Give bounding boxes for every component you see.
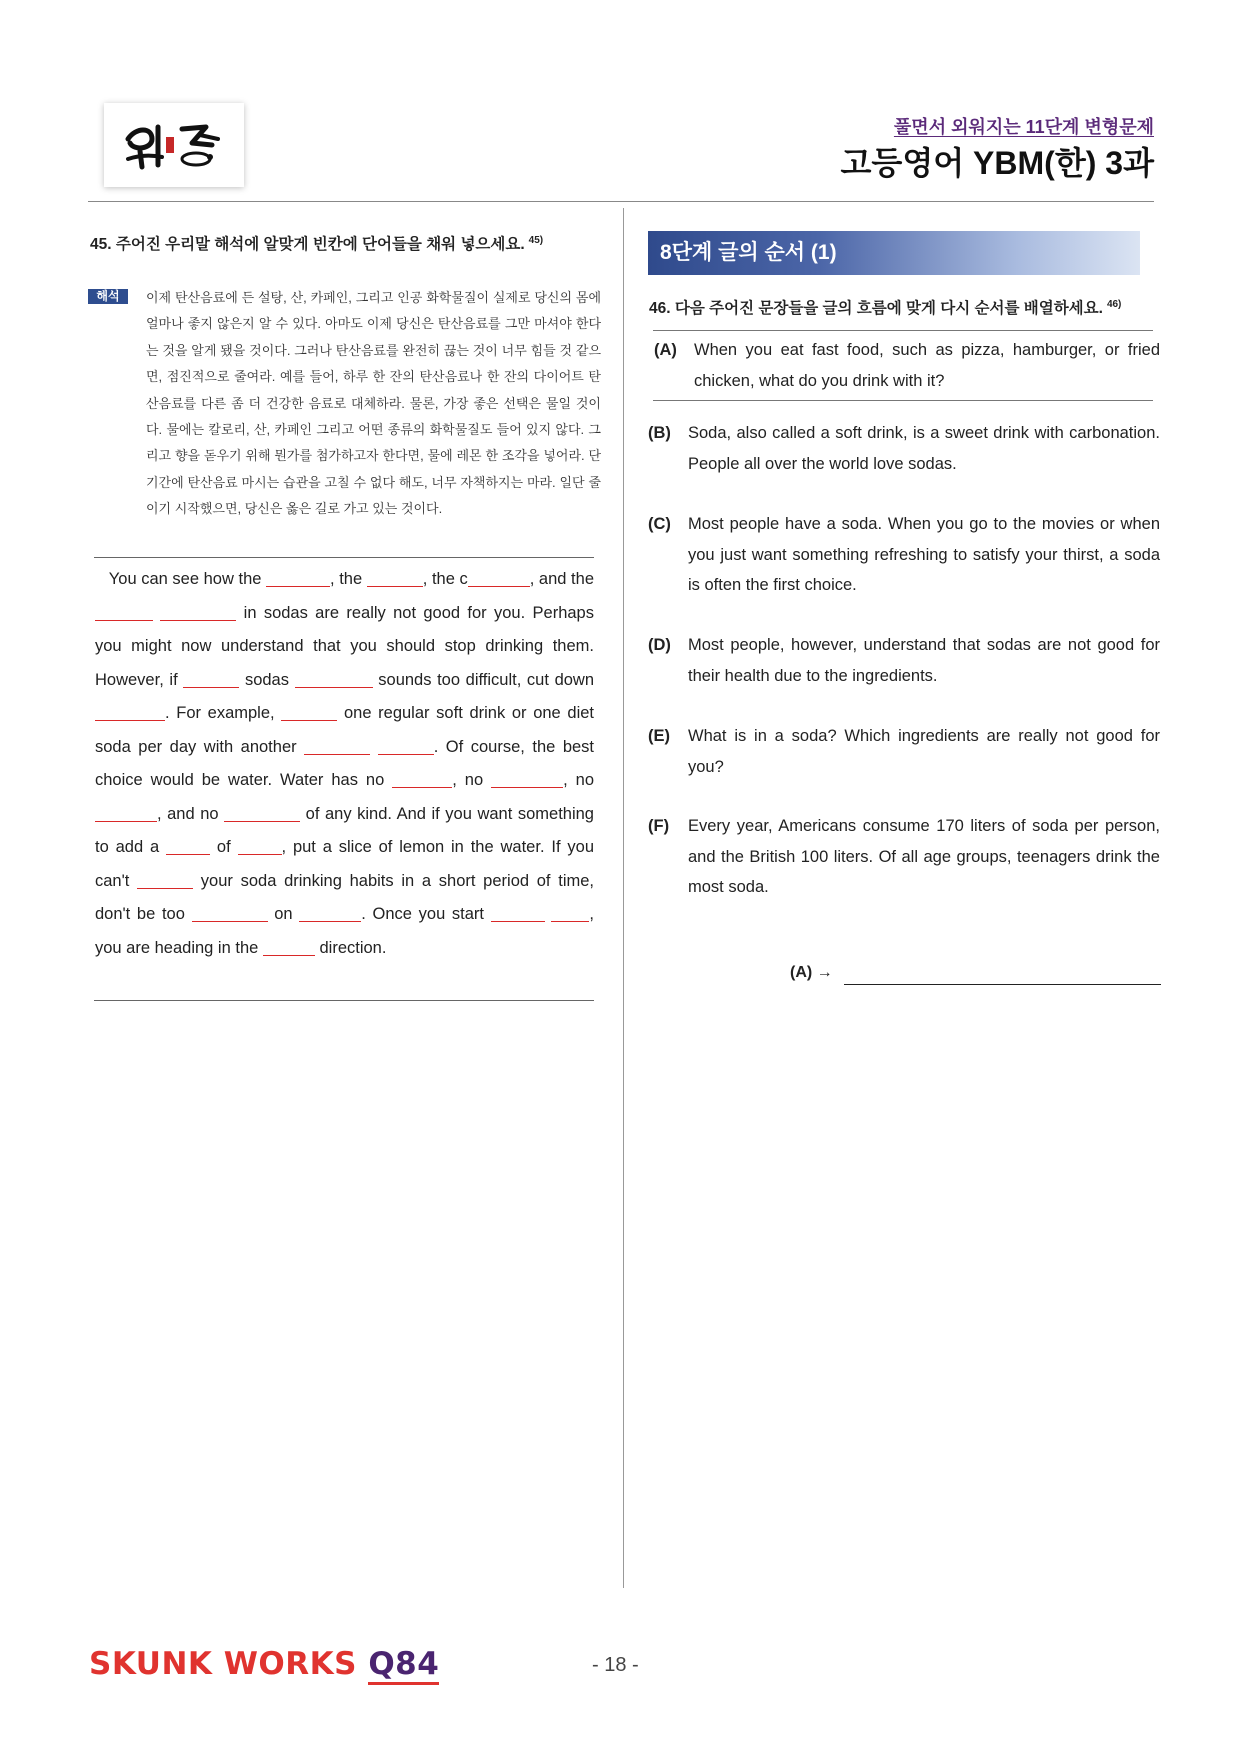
passage-text: , you are heading in the [95, 905, 594, 957]
passage-text: , no [563, 771, 595, 789]
passage-text: your soda drinking habits in a short period of time, don't be too [95, 871, 594, 923]
question-number: 46. [649, 300, 671, 317]
passage-text: in sodas are really not good for you. Perhaps you might now understand that you should stop drinking them. However, if [95, 603, 594, 689]
brand-code: Q84 [368, 1646, 439, 1685]
blank-input[interactable] [491, 771, 563, 789]
fill-in-passage [95, 563, 594, 965]
translation-badge: 해석 [88, 289, 128, 304]
blank-input[interactable] [295, 670, 373, 688]
blank-input[interactable] [491, 905, 545, 923]
passage-text: direction. [319, 938, 387, 957]
answer-input-line[interactable] [844, 984, 1161, 985]
passage-text: , put a slice of lemon in the water. If you can't [95, 838, 594, 890]
blank-input[interactable] [367, 570, 423, 588]
option-d [648, 630, 1160, 691]
column-divider [623, 208, 624, 1588]
calligraphy-logo-icon [122, 117, 226, 173]
blank-input[interactable] [95, 603, 153, 621]
option-b [648, 418, 1160, 479]
passage-bottom-rule [94, 1000, 594, 1001]
footer-brand [89, 1646, 439, 1682]
header-divider [88, 201, 1154, 202]
blank-input[interactable] [281, 704, 337, 722]
blank-input[interactable] [95, 804, 157, 822]
question-46-title [649, 296, 1121, 318]
korean-translation: 이제 탄산음료에 든 설탕, 산, 카페인, 그리고 인공 화학물질이 실제로 당신의 몸에 얼마나 좋지 않은지 알 수 있다. 아마도 이제 당신은 탄산음료를 그만 마셔야 한다는 것을 알게 됐을 것이다. 그러나 탄산음료를 완전히 끊는 것이 너무 힘들 것 같으면, 점진적으로 줄여라. 예를 들어, 하루 한 잔의 탄산음료나 한 잔의 다이어트 탄산음료를 다른 좀 더 건강한 음료로 대체하라. 물론, 가장 좋은 선택은 물일 것이다. 물에는 칼로리, 산, 카페인 그리고 어떤 종류의 화학물질도 들어 있지 않다. 그리고 향을 돋우기 위해 뭔가를 첨가하고자 한다면, 물에 레몬 한 조각을 넣어라. 단기간에 탄산음료 마시는 습관을 고칠 수 없다 해도, 너무 자책하지는 마라. 일단 줄이기 시작했으면, 당신은 옳은 길로 가고 있는 것이다. [146, 290, 601, 517]
passage-text: . Once you start [361, 905, 485, 923]
blank-input[interactable] [224, 804, 300, 822]
blank-input[interactable] [166, 838, 210, 856]
option-a-top-rule [653, 330, 1153, 331]
option-label: (B) [648, 424, 671, 442]
option-label: (F) [648, 817, 670, 835]
option-text: When you eat fast food, such as pizza, hamburger, or fried chicken, what do you drink with it? [694, 341, 1160, 390]
blank-input[interactable] [378, 737, 434, 755]
passage-text: , the c [422, 570, 468, 588]
blank-input[interactable] [238, 838, 282, 856]
passage-text: You can see how the [108, 570, 262, 588]
option-text: Most people have a soda. When you go to the movies or when you just want something refreshing to satisfy your thirst, a soda is often the first choice. [688, 515, 1160, 594]
question-text: 다음 주어진 문장들을 글의 흐름에 맞게 다시 순서를 배열하세요. [674, 300, 1103, 317]
option-a [648, 335, 1160, 396]
option-f [648, 811, 1160, 903]
passage-text: of any kind. And if you want something to add a [95, 804, 594, 856]
blank-input[interactable] [137, 871, 193, 889]
blank-input[interactable] [183, 670, 239, 688]
passage-text: , the [330, 570, 363, 588]
option-text: Every year, Americans consume 170 liters of soda per person, and the British 100 liters. Of all age groups, teenagers drink the most soda. [688, 817, 1160, 896]
blank-input[interactable] [299, 905, 361, 923]
option-text: Soda, also called a soft drink, is a sweet drink with carbonation. People all over the world love sodas. [688, 424, 1160, 473]
blank-input[interactable] [263, 938, 315, 956]
footnote-ref: 46) [1106, 298, 1122, 310]
option-text: Most people, however, understand that sodas are not good for their health due to the ingredients. [688, 636, 1160, 685]
question-text: 주어진 우리말 해석에 알맞게 빈칸에 단어들을 채워 넣으세요. [115, 236, 525, 253]
answer-prefix: (A) → [790, 964, 833, 981]
passage-top-rule [94, 557, 594, 558]
passage-text: . For example, [165, 704, 275, 722]
option-c [648, 509, 1160, 601]
passage-text: on [274, 905, 293, 923]
passage-text: sodas [244, 670, 289, 689]
passage-text: , and no [157, 804, 219, 823]
blank-input[interactable] [266, 570, 330, 588]
passage-text: of [216, 838, 231, 856]
passage-text: , and the [529, 570, 594, 588]
passage-text: . Of course, the best choice would be water. Water has no [95, 737, 595, 789]
passage-text: one regular soft drink or one diet soda per day with another [95, 704, 594, 756]
blank-input[interactable] [95, 704, 165, 722]
option-a-bottom-rule [653, 400, 1153, 401]
passage-text: , no [452, 771, 484, 789]
blank-input[interactable] [551, 905, 589, 923]
question-number: 45. [90, 236, 112, 253]
header-title: 고등영어 YBM(한) 3과 [840, 145, 1154, 181]
blank-input[interactable] [468, 570, 530, 588]
header-subtitle: 풀면서 외워지는 11단계 변형문제 [893, 117, 1154, 137]
question-45-title [90, 232, 543, 254]
blank-input[interactable] [304, 737, 370, 755]
stage-header: 8단계 글의 순서 (1) [648, 231, 1140, 275]
option-e [648, 721, 1160, 782]
footnote-ref: 45) [528, 234, 544, 246]
option-label: (A) [654, 341, 677, 359]
option-label: (C) [648, 515, 671, 533]
option-label: (D) [648, 636, 671, 654]
blank-input[interactable] [192, 905, 268, 923]
page-number: - 18 - [592, 1654, 639, 1676]
logo [104, 103, 244, 187]
option-label: (E) [648, 727, 670, 745]
blank-input[interactable] [392, 771, 452, 789]
passage-text: sounds too difficult, cut down [378, 670, 595, 689]
option-text: What is in a soda? Which ingredients are really not good for you? [688, 727, 1160, 776]
blank-input[interactable] [160, 603, 236, 621]
brand-name: SKUNK WORKS [89, 1646, 358, 1682]
